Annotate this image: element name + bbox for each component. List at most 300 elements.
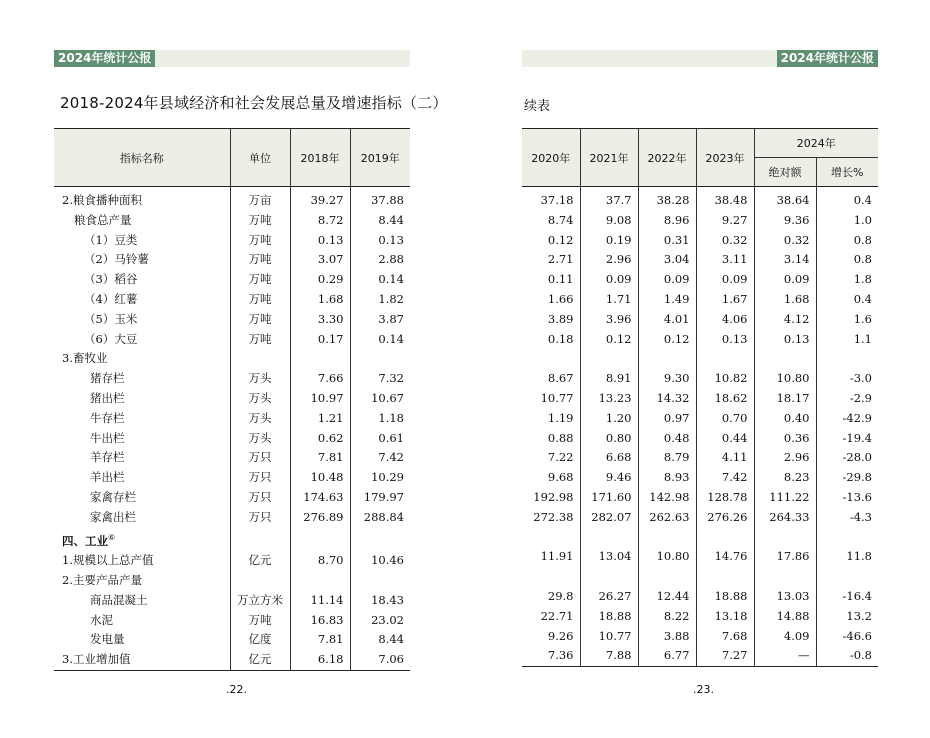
value-cell: 38.64 xyxy=(754,187,816,211)
value-cell xyxy=(754,528,816,548)
table-row xyxy=(522,250,878,270)
value-cell: 142.98 xyxy=(638,488,696,508)
table-row xyxy=(522,646,878,666)
value-cell: 0.13 xyxy=(754,330,816,350)
value-cell: 14.32 xyxy=(638,389,696,409)
value-cell xyxy=(696,349,754,369)
value-cell: 3.04 xyxy=(638,250,696,270)
table-row xyxy=(522,448,878,468)
table-row xyxy=(522,330,878,350)
table-row xyxy=(54,448,410,468)
value-cell: 1.82 xyxy=(350,290,410,310)
indicator-label: （2）马铃薯 xyxy=(84,252,149,267)
value-cell: 10.29 xyxy=(350,468,410,488)
unit-cell: 万只 xyxy=(230,448,290,468)
value-cell: 2.96 xyxy=(580,250,638,270)
header-2019: 2019年 xyxy=(350,129,410,187)
table-row xyxy=(522,310,878,330)
value-cell: 7.32 xyxy=(350,369,410,389)
indicator-name xyxy=(54,231,230,251)
value-cell: 0.32 xyxy=(754,231,816,251)
table-row xyxy=(522,211,878,231)
value-cell: 1.19 xyxy=(547,410,574,425)
value-cell: 18.88 xyxy=(580,607,638,627)
value-cell: 2.71 xyxy=(547,252,574,267)
value-cell: 18.62 xyxy=(696,389,754,409)
value-cell: 0.12 xyxy=(580,330,638,350)
indicator-label: 2.主要产品产量 xyxy=(62,572,142,587)
value-cell xyxy=(290,528,350,552)
table-row xyxy=(522,429,878,449)
indicator-name xyxy=(54,409,230,429)
value-cell: 8.79 xyxy=(638,448,696,468)
value-cell: 10.82 xyxy=(696,369,754,389)
indicator-label: 四、工业 xyxy=(62,533,108,548)
value-cell xyxy=(638,349,696,369)
table-row xyxy=(54,250,410,270)
value-cell: 4.11 xyxy=(696,448,754,468)
indicator-label: 家禽出栏 xyxy=(90,509,136,524)
value-cell: 11.91 xyxy=(540,549,574,564)
table-row xyxy=(522,231,878,251)
value-cell: 8.44 xyxy=(350,630,410,650)
value-cell: 7.36 xyxy=(522,646,580,666)
table-row xyxy=(522,409,878,429)
value-cell: 14.76 xyxy=(696,547,754,567)
value-cell: 0.62 xyxy=(290,429,350,449)
indicator-name xyxy=(54,290,230,310)
banner-label: 2024年统计公报 xyxy=(777,50,878,67)
indicator-name xyxy=(54,508,230,528)
value-cell: 0.14 xyxy=(350,330,410,350)
indicator-label: 牛存栏 xyxy=(90,410,125,425)
value-cell xyxy=(350,571,410,591)
value-cell: -42.9 xyxy=(816,409,878,429)
indicator-name xyxy=(54,369,230,389)
indicator-name xyxy=(54,468,230,488)
value-cell: 0.17 xyxy=(290,330,350,350)
value-cell: 37.18 xyxy=(540,193,574,207)
indicator-name xyxy=(54,349,230,369)
table-row xyxy=(54,349,410,369)
unit-cell: 万立方米 xyxy=(230,591,290,611)
continued-label: 续表 xyxy=(524,99,551,114)
table-row xyxy=(54,571,410,591)
unit-cell: 万只 xyxy=(230,508,290,528)
value-cell: -46.6 xyxy=(816,627,878,647)
page-number: .23. xyxy=(693,683,714,696)
table-row xyxy=(522,468,878,488)
indicator-name xyxy=(54,528,230,552)
value-cell: 0.11 xyxy=(547,272,574,287)
value-cell: 14.88 xyxy=(754,607,816,627)
unit-cell: 万吨 xyxy=(230,211,290,231)
value-cell xyxy=(754,567,816,587)
value-cell: 10.97 xyxy=(290,389,350,409)
table-row xyxy=(54,528,410,552)
indicator-name xyxy=(54,250,230,270)
value-cell: 7.88 xyxy=(580,646,638,666)
value-cell: 0.88 xyxy=(547,430,574,445)
value-cell: 0.8 xyxy=(816,250,878,270)
value-cell xyxy=(638,528,696,548)
value-cell: 37.7 xyxy=(580,187,638,211)
value-cell: 0.12 xyxy=(638,330,696,350)
indicator-label: （3）稻谷 xyxy=(84,272,138,287)
value-cell: 8.22 xyxy=(638,607,696,627)
value-cell xyxy=(696,567,754,587)
value-cell: 0.70 xyxy=(696,409,754,429)
table-row xyxy=(522,587,878,607)
table-row xyxy=(522,488,878,508)
table-row xyxy=(522,290,878,310)
value-cell: 1.68 xyxy=(290,290,350,310)
value-cell: 192.98 xyxy=(533,489,574,504)
value-cell xyxy=(580,349,638,369)
value-cell: 282.07 xyxy=(580,508,638,528)
header-indicator: 指标名称 xyxy=(54,129,230,187)
value-cell: 1.49 xyxy=(638,290,696,310)
value-cell: 0.09 xyxy=(696,270,754,290)
table-row xyxy=(522,349,878,369)
value-cell xyxy=(580,567,638,587)
value-cell: 7.42 xyxy=(696,468,754,488)
indicator-label: 羊出栏 xyxy=(90,470,125,485)
indicator-label: 猪存栏 xyxy=(90,371,125,386)
value-cell: 8.67 xyxy=(547,371,574,386)
value-cell: 3.14 xyxy=(754,250,816,270)
table-row xyxy=(54,508,410,528)
indicator-name xyxy=(54,310,230,330)
value-cell: 8.44 xyxy=(350,211,410,231)
value-cell: -2.9 xyxy=(816,389,878,409)
value-cell: 2.88 xyxy=(350,250,410,270)
value-cell: 11.14 xyxy=(290,591,350,611)
value-cell: 0.13 xyxy=(350,231,410,251)
value-cell: 38.48 xyxy=(696,187,754,211)
value-cell xyxy=(816,349,878,369)
value-cell: 7.42 xyxy=(350,448,410,468)
indicator-label: 3.畜牧业 xyxy=(62,351,108,366)
value-cell: 13.04 xyxy=(580,547,638,567)
unit-cell: 万头 xyxy=(230,429,290,449)
value-cell: 0.14 xyxy=(350,270,410,290)
header-absolute: 绝对额 xyxy=(754,158,816,187)
value-cell: 1.68 xyxy=(754,290,816,310)
table-row xyxy=(54,369,410,389)
indicator-name xyxy=(54,211,230,231)
value-cell: -3.0 xyxy=(816,369,878,389)
value-cell: 0.12 xyxy=(547,232,574,247)
value-cell: 37.88 xyxy=(350,187,410,211)
header-banner xyxy=(54,50,410,67)
value-cell: 13.03 xyxy=(754,587,816,607)
indicator-label: 发电量 xyxy=(90,632,125,647)
value-cell: 16.83 xyxy=(290,611,350,631)
indicator-label: （4）红薯 xyxy=(84,291,138,306)
table-row xyxy=(54,270,410,290)
unit-cell: 万吨 xyxy=(230,270,290,290)
value-cell: 7.66 xyxy=(290,369,350,389)
value-cell: 1.8 xyxy=(816,270,878,290)
value-cell: 4.01 xyxy=(638,310,696,330)
value-cell: 29.8 xyxy=(547,588,574,603)
value-cell xyxy=(580,528,638,548)
value-cell: 0.13 xyxy=(696,330,754,350)
value-cell: 13.2 xyxy=(816,607,878,627)
value-cell: 111.22 xyxy=(754,488,816,508)
unit-cell: 万吨 xyxy=(230,231,290,251)
table-row xyxy=(54,187,410,211)
value-cell: 276.26 xyxy=(696,508,754,528)
unit-cell: 万只 xyxy=(230,468,290,488)
footnote-marker: ⑥ xyxy=(108,532,116,542)
table-row xyxy=(522,389,878,409)
value-cell: 0.44 xyxy=(696,429,754,449)
value-cell: 7.27 xyxy=(696,646,754,666)
indicator-name xyxy=(54,571,230,591)
value-cell: 171.60 xyxy=(580,488,638,508)
value-cell: 8.74 xyxy=(547,212,574,227)
header-unit: 单位 xyxy=(230,129,290,187)
header-2024-group: 2024年 xyxy=(754,129,878,158)
indicator-name xyxy=(54,187,230,211)
value-cell: 10.80 xyxy=(754,369,816,389)
value-cell: 8.23 xyxy=(754,468,816,488)
header-banner xyxy=(522,50,878,67)
table-row xyxy=(54,630,410,650)
unit-cell: 万亩 xyxy=(230,187,290,211)
table-row xyxy=(54,211,410,231)
value-cell: 10.48 xyxy=(290,468,350,488)
left-data-table xyxy=(54,128,410,671)
indicator-name xyxy=(54,429,230,449)
value-cell: 128.78 xyxy=(696,488,754,508)
table-row xyxy=(54,290,410,310)
value-cell: 1.0 xyxy=(816,211,878,231)
value-cell: -0.8 xyxy=(816,646,878,666)
header-2018: 2018年 xyxy=(290,129,350,187)
value-cell: 8.96 xyxy=(638,211,696,231)
value-cell: 4.09 xyxy=(754,627,816,647)
table-row xyxy=(54,551,410,571)
unit-cell xyxy=(230,571,290,591)
table-row xyxy=(54,650,410,670)
value-cell: 1.6 xyxy=(816,310,878,330)
unit-cell: 万头 xyxy=(230,389,290,409)
indicator-name xyxy=(54,488,230,508)
header-2020: 2020年 xyxy=(522,129,580,187)
value-cell: 7.22 xyxy=(547,450,574,465)
value-cell xyxy=(522,528,580,548)
value-cell: 39.27 xyxy=(290,187,350,211)
value-cell: 23.02 xyxy=(350,611,410,631)
value-cell: 9.27 xyxy=(696,211,754,231)
unit-cell: 万吨 xyxy=(230,330,290,350)
table-row xyxy=(522,270,878,290)
value-cell: 272.38 xyxy=(533,509,574,524)
table-row xyxy=(54,468,410,488)
value-cell: 0.40 xyxy=(754,409,816,429)
value-cell: 26.27 xyxy=(580,587,638,607)
unit-cell xyxy=(230,349,290,369)
table-row xyxy=(54,389,410,409)
value-cell xyxy=(816,528,878,548)
value-cell xyxy=(522,567,580,587)
value-cell: 13.23 xyxy=(580,389,638,409)
table-row xyxy=(54,591,410,611)
value-cell: 1.1 xyxy=(816,330,878,350)
value-cell: 0.09 xyxy=(638,270,696,290)
value-cell: 7.06 xyxy=(350,650,410,670)
value-cell: 3.89 xyxy=(547,311,574,326)
value-cell: -28.0 xyxy=(816,448,878,468)
page-number: .22. xyxy=(226,683,247,696)
unit-cell: 万头 xyxy=(230,369,290,389)
unit-cell: 亿元 xyxy=(230,551,290,571)
table-row xyxy=(522,369,878,389)
value-cell: 4.12 xyxy=(754,310,816,330)
value-cell: 9.68 xyxy=(547,470,574,485)
table-row xyxy=(54,611,410,631)
unit-cell: 万吨 xyxy=(230,250,290,270)
value-cell: 174.63 xyxy=(290,488,350,508)
value-cell: 3.11 xyxy=(696,250,754,270)
value-cell: 9.46 xyxy=(580,468,638,488)
table-row xyxy=(54,310,410,330)
value-cell: 0.4 xyxy=(816,187,878,211)
value-cell: 0.4 xyxy=(816,290,878,310)
indicator-name xyxy=(54,591,230,611)
banner-label: 2024年统计公报 xyxy=(54,50,155,67)
value-cell: 0.61 xyxy=(350,429,410,449)
table-row xyxy=(522,607,878,627)
indicator-name xyxy=(54,611,230,631)
indicator-label: 猪出栏 xyxy=(90,390,125,405)
indicator-name xyxy=(54,448,230,468)
indicator-label: （1）豆类 xyxy=(84,232,138,247)
table-row xyxy=(522,528,878,548)
value-cell xyxy=(522,349,580,369)
value-cell: 2.96 xyxy=(754,448,816,468)
header-2022: 2022年 xyxy=(638,129,696,187)
right-data-table xyxy=(522,128,878,667)
value-cell xyxy=(290,571,350,591)
table-row xyxy=(522,187,878,211)
value-cell: 7.68 xyxy=(696,627,754,647)
value-cell: 0.97 xyxy=(638,409,696,429)
value-cell xyxy=(350,349,410,369)
value-cell: 9.08 xyxy=(580,211,638,231)
unit-cell xyxy=(230,528,290,552)
value-cell: -4.3 xyxy=(816,508,878,528)
indicator-label: 1.规模以上总产值 xyxy=(62,553,154,568)
value-cell: 0.48 xyxy=(638,429,696,449)
indicator-label: 3.工业增加值 xyxy=(62,652,131,667)
value-cell: 12.44 xyxy=(638,587,696,607)
right-page xyxy=(465,0,930,738)
value-cell: 1.67 xyxy=(696,290,754,310)
value-cell: 10.80 xyxy=(638,547,696,567)
value-cell: 7.81 xyxy=(290,630,350,650)
value-cell: 1.18 xyxy=(350,409,410,429)
value-cell: 0.31 xyxy=(638,231,696,251)
value-cell: 0.36 xyxy=(754,429,816,449)
value-cell: 0.8 xyxy=(816,231,878,251)
unit-cell: 万头 xyxy=(230,409,290,429)
indicator-name xyxy=(54,630,230,650)
value-cell: 17.86 xyxy=(754,547,816,567)
indicator-label: 粮食总产量 xyxy=(74,212,132,227)
value-cell: 3.88 xyxy=(638,627,696,647)
indicator-name xyxy=(54,389,230,409)
value-cell: 10.46 xyxy=(350,551,410,571)
value-cell: 264.33 xyxy=(754,508,816,528)
header-2021: 2021年 xyxy=(580,129,638,187)
value-cell: 8.93 xyxy=(638,468,696,488)
indicator-label: 2.粮食播种面积 xyxy=(62,193,142,207)
indicator-label: （6）大豆 xyxy=(84,331,138,346)
indicator-name xyxy=(54,270,230,290)
value-cell: 6.77 xyxy=(638,646,696,666)
indicator-name xyxy=(54,330,230,350)
value-cell: 9.26 xyxy=(547,628,574,643)
value-cell: -16.4 xyxy=(816,587,878,607)
value-cell: -29.8 xyxy=(816,468,878,488)
value-cell: 3.07 xyxy=(290,250,350,270)
value-cell: 38.28 xyxy=(638,187,696,211)
value-cell: 179.97 xyxy=(350,488,410,508)
value-cell: 18.43 xyxy=(350,591,410,611)
value-cell: 276.89 xyxy=(290,508,350,528)
indicator-label: 家禽存栏 xyxy=(90,489,136,504)
value-cell: 0.18 xyxy=(547,331,574,346)
indicator-label: 水泥 xyxy=(90,612,113,627)
indicator-label: 羊存栏 xyxy=(90,450,125,465)
value-cell: 18.88 xyxy=(696,587,754,607)
table-row xyxy=(54,231,410,251)
value-cell: 8.91 xyxy=(580,369,638,389)
unit-cell: 亿元 xyxy=(230,650,290,670)
value-cell: 9.36 xyxy=(754,211,816,231)
value-cell: 3.87 xyxy=(350,310,410,330)
value-cell: 11.8 xyxy=(816,547,878,567)
table-row xyxy=(522,547,878,567)
value-cell: 0.32 xyxy=(696,231,754,251)
unit-cell: 万吨 xyxy=(230,310,290,330)
value-cell: 7.81 xyxy=(290,448,350,468)
header-2023: 2023年 xyxy=(696,129,754,187)
indicator-name xyxy=(54,650,230,670)
value-cell: 0.80 xyxy=(580,429,638,449)
value-cell: 0.29 xyxy=(290,270,350,290)
value-cell: 10.77 xyxy=(580,627,638,647)
value-cell xyxy=(290,349,350,369)
value-cell: 3.96 xyxy=(580,310,638,330)
value-cell: 10.77 xyxy=(540,390,574,405)
table-row xyxy=(522,627,878,647)
table-title: 2018-2024年县域经济和社会发展总量及增速指标（二） xyxy=(60,94,448,112)
value-cell: 0.19 xyxy=(580,231,638,251)
unit-cell: 万只 xyxy=(230,488,290,508)
value-cell: 288.84 xyxy=(350,508,410,528)
value-cell: 8.70 xyxy=(290,551,350,571)
table-row xyxy=(522,567,878,587)
indicator-label: 商品混凝土 xyxy=(90,592,148,607)
value-cell: 4.06 xyxy=(696,310,754,330)
value-cell: 1.71 xyxy=(580,290,638,310)
value-cell: — xyxy=(754,646,816,666)
